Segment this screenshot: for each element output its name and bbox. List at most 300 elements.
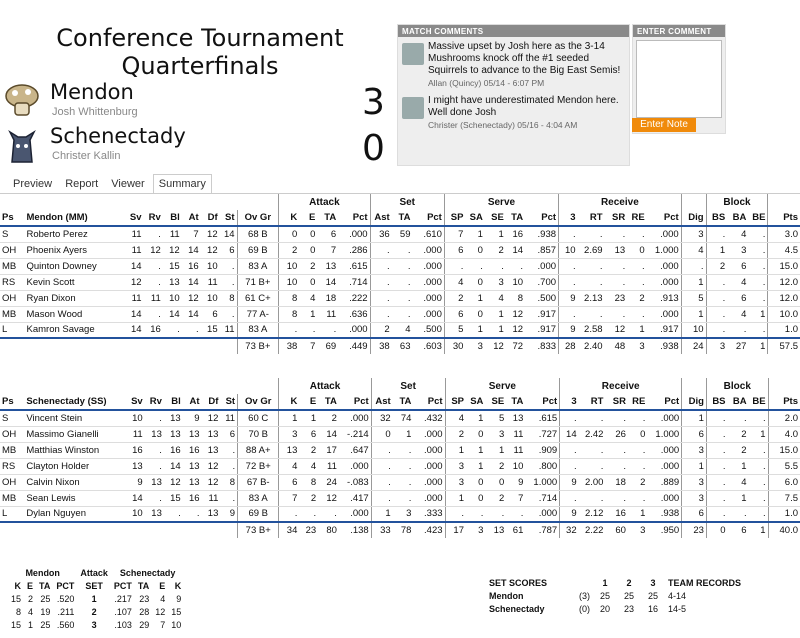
total-cell: 3 [627, 338, 646, 354]
stat-cell: 3.0 [768, 226, 800, 242]
stat-cell: 9 [559, 290, 578, 306]
player-name[interactable]: Phoenix Ayers [25, 242, 123, 258]
player-name[interactable]: Ryan Dixon [25, 290, 123, 306]
column-header[interactable]: Df [202, 394, 221, 410]
stat-cell: 1 [465, 322, 484, 338]
column-header[interactable]: Ps [0, 394, 24, 410]
stat-cell: 6 [444, 242, 465, 258]
column-header[interactable]: Rv [144, 210, 163, 226]
column-header[interactable]: At [182, 210, 201, 226]
total-cell: 17 [445, 522, 466, 538]
column-header[interactable]: K [279, 394, 300, 410]
stat-cell: . [183, 506, 202, 522]
column-header[interactable]: Pct [647, 210, 682, 226]
stat-cell: 1 [279, 410, 300, 426]
total-cell: 12 [485, 338, 506, 354]
totals-row [0, 338, 800, 354]
stat-cell: 12.0 [768, 290, 800, 306]
column-header[interactable]: BE [749, 394, 769, 410]
stat-cell: 10 [279, 274, 300, 290]
stat-cell: 1 [465, 290, 484, 306]
stat-cell: 18 [317, 290, 338, 306]
total-cell: 40.0 [768, 522, 800, 538]
column-header[interactable]: TA [317, 210, 338, 226]
stat-cell: .000 [413, 474, 445, 490]
stat-cell: 14 [123, 306, 144, 322]
stat-cell: 12 [202, 410, 221, 426]
stat-cell: . [605, 458, 628, 474]
stat-cell: . [466, 506, 485, 522]
stat-cell: 3 [485, 274, 506, 290]
column-header[interactable]: BE [748, 210, 768, 226]
column-header[interactable]: 3 [559, 210, 578, 226]
stat-cell: . [144, 226, 163, 242]
enter-comment-header: ENTER COMMENT [633, 25, 725, 37]
stat-cell: 14 [182, 242, 201, 258]
stat-cell: . [706, 506, 727, 522]
attack-by-set-title-row [8, 566, 184, 579]
stat-cell: 3 [682, 442, 707, 458]
stat-cell: 2 [728, 442, 749, 458]
column-header[interactable]: Mendon (MM) [25, 210, 123, 226]
stat-cell: 2 [485, 458, 506, 474]
table-row [0, 226, 800, 242]
stat-cell: 5 [485, 410, 506, 426]
stat-cell: 15.0 [768, 442, 800, 458]
stat-cell: .286 [338, 242, 370, 258]
stat-cell: 83 A [237, 322, 279, 338]
stat-cell: 12 [318, 490, 339, 506]
stat-cell: 10 [279, 258, 300, 274]
stat-cell: . [392, 306, 413, 322]
comment-textarea[interactable] [636, 40, 722, 118]
total-cell: .938 [647, 338, 682, 354]
stat-cell: 1 [628, 506, 647, 522]
stat-cell: . [163, 322, 182, 338]
stat-cell: 68 B [237, 226, 279, 242]
stat-cell: 13 [279, 442, 300, 458]
stat-cell: 15 [201, 322, 220, 338]
stat-cell: . [182, 322, 201, 338]
column-header: TA [137, 580, 150, 591]
total-cell: 0 [706, 522, 727, 538]
stat-cell: 3 [279, 426, 300, 442]
column-header[interactable]: Pct [525, 210, 558, 226]
stat-cell: 1 [485, 322, 506, 338]
column-header[interactable]: 3 [560, 394, 579, 410]
attack-mid-label: Attack [80, 567, 108, 578]
stat-cell: . [628, 490, 647, 506]
stat-cell: 1 [485, 306, 506, 322]
stat-cell: 1 [728, 490, 749, 506]
stat-cell: . [220, 306, 237, 322]
column-header[interactable]: Pct [338, 210, 370, 226]
column-header[interactable]: TA [318, 394, 339, 410]
table-row [0, 306, 800, 322]
stat-cell: 6 [220, 242, 237, 258]
stat-cell: 13 [164, 426, 183, 442]
stat-cell: .938 [647, 506, 681, 522]
column-header[interactable]: BA [728, 394, 749, 410]
column-header[interactable]: Ast [370, 210, 392, 226]
player-name[interactable]: Matthias Winston [24, 442, 124, 458]
stat-cell: 14 [220, 226, 237, 242]
column-header[interactable]: Dig [682, 394, 707, 410]
attack-by-set-table [8, 566, 184, 631]
stat-cell: .500 [525, 290, 558, 306]
stat-cell: . [728, 506, 749, 522]
player-name[interactable]: Sean Lewis [24, 490, 124, 506]
stat-cell: 9 [124, 474, 145, 490]
stat-cell: 11 [123, 290, 144, 306]
column-header[interactable]: BS [706, 394, 727, 410]
table-row [0, 442, 800, 458]
stat-cell: 0 [465, 274, 484, 290]
tab-summary[interactable]: Summary [153, 174, 212, 194]
stat-cell: 1 [485, 226, 506, 242]
player-name[interactable]: Dylan Nguyen [24, 506, 124, 522]
stat-cell: . [579, 490, 606, 506]
total-cell: 69 [317, 338, 338, 354]
stat-cell: .000 [412, 306, 444, 322]
column-header: 1 [602, 577, 608, 588]
stat-cell: . [445, 506, 466, 522]
stat-cell: 16 [144, 322, 163, 338]
column-header[interactable]: E [299, 394, 318, 410]
stat-cell: .857 [525, 242, 558, 258]
stat-cell: .800 [525, 458, 559, 474]
stat-cell: 14 [182, 306, 201, 322]
column-header[interactable]: Ps [0, 210, 25, 226]
column-header[interactable]: Sv [123, 210, 144, 226]
stat-cell: 12 [164, 474, 183, 490]
column-header[interactable]: St [220, 394, 237, 410]
stat-cell: 2 [627, 290, 646, 306]
stat-cell: 2 [485, 242, 506, 258]
stat-cell: 1 [466, 442, 485, 458]
total-cell: 78 [393, 522, 414, 538]
stat-cell: . [706, 226, 727, 242]
stat-cell: 10 [506, 274, 525, 290]
tab-viewer[interactable]: Viewer [111, 178, 145, 190]
stat-cell: 10 [163, 290, 182, 306]
stat-cell: .714 [338, 274, 370, 290]
column-header[interactable]: SE [485, 210, 506, 226]
stat-cell: 10 [201, 290, 220, 306]
stat-cell: 1 [393, 426, 414, 442]
stat-cell: . [605, 226, 628, 242]
stat-cell: 7.5 [768, 490, 800, 506]
set-score: 25 [599, 590, 610, 601]
player-name[interactable]: Clayton Holder [24, 458, 124, 474]
player-name[interactable]: Vincent Stein [24, 410, 124, 426]
stat-cell: 11 [220, 322, 237, 338]
stat-cell: . [605, 442, 628, 458]
mushroom-logo-icon [4, 82, 40, 118]
column-header[interactable]: Pts [768, 210, 800, 226]
stat-cell: .000 [412, 290, 444, 306]
stat-cell: .000 [412, 242, 444, 258]
player-name[interactable]: Kevin Scott [25, 274, 123, 290]
stat-cell: . [749, 490, 769, 506]
stat-cell: 13 [183, 426, 202, 442]
stat-cell: 2.12 [579, 506, 606, 522]
stat-cell: 14 [124, 490, 145, 506]
stat-cell: 2.42 [579, 426, 606, 442]
stat-cell: 2 [445, 426, 466, 442]
stat-cell: 36 [370, 226, 392, 242]
stat-cell: 0 [466, 474, 485, 490]
stat-cell: . [605, 490, 628, 506]
column-header[interactable]: SR [605, 394, 628, 410]
stat-cell: 3 [682, 474, 707, 490]
enter-note-button[interactable]: Enter Note [632, 118, 696, 132]
column-header[interactable]: Bl [164, 394, 183, 410]
stat-cell: -.214 [339, 426, 371, 442]
stat-cell: 77 A- [237, 306, 279, 322]
stat-cell: 4 [392, 322, 413, 338]
total-cell: 57.5 [768, 338, 800, 354]
stat-cell: 4 [299, 458, 318, 474]
column-header[interactable]: Ast [371, 394, 393, 410]
stat-cell: . [628, 442, 647, 458]
team-name: Mendon [489, 590, 524, 601]
column-header[interactable]: TA [393, 394, 414, 410]
total-cell: 63 [392, 338, 413, 354]
column-header[interactable]: Ov Gr [237, 210, 279, 226]
stat-cell: 9 [560, 506, 579, 522]
stat-cell: RS [0, 274, 25, 290]
stat-cell: . [727, 322, 748, 338]
column-header[interactable]: SP [445, 394, 466, 410]
group-header-row [0, 194, 800, 210]
stat-cell: . [299, 506, 318, 522]
stat-cell: 15 [11, 619, 22, 630]
column-header[interactable]: RE [628, 394, 647, 410]
stat-cell: 16 [506, 226, 525, 242]
table-row [0, 490, 800, 506]
stat-cell: .000 [412, 258, 444, 274]
column-header[interactable]: SA [466, 394, 485, 410]
stat-cell: 12 [182, 290, 201, 306]
stat-cell: 0 [485, 474, 506, 490]
column-header[interactable]: TA [392, 210, 413, 226]
stat-cell: 10 [681, 322, 706, 338]
stat-cell: 1.0 [768, 506, 800, 522]
column-header[interactable]: Pct [412, 210, 444, 226]
total-cell: 23 [682, 522, 707, 538]
stat-cell: . [392, 242, 413, 258]
stat-cell: . [506, 506, 525, 522]
column-header[interactable]: RT [578, 210, 605, 226]
stat-cell: . [706, 442, 727, 458]
stat-cell: 1 [706, 242, 727, 258]
table-row [0, 322, 800, 338]
stat-cell: 8 [220, 474, 237, 490]
column-header[interactable]: Bl [163, 210, 182, 226]
stat-cell: . [164, 506, 183, 522]
column-header[interactable]: Df [201, 210, 220, 226]
column-header[interactable]: Pts [768, 394, 800, 410]
stat-cell: 69 B [237, 242, 279, 258]
stat-cell: .727 [525, 426, 559, 442]
column-header[interactable]: Rv [145, 394, 164, 410]
player-name[interactable]: Mason Wood [25, 306, 123, 322]
column-header[interactable]: Dig [681, 210, 706, 226]
table-row [0, 474, 800, 490]
stat-cell: .000 [647, 410, 681, 426]
stat-cell: . [605, 258, 628, 274]
player-name[interactable]: Quinton Downey [25, 258, 123, 274]
stat-cell: L [0, 322, 25, 338]
stat-cell: 4 [727, 306, 748, 322]
match-title: Conference Tournament Quarterfinals [56, 24, 344, 80]
column-header-row [0, 210, 800, 226]
stat-cell: . [370, 242, 392, 258]
column-header[interactable]: SA [465, 210, 484, 226]
stat-cell: . [370, 274, 392, 290]
stat-cell: 2.69 [578, 242, 605, 258]
column-header[interactable]: BA [727, 210, 748, 226]
column-header[interactable]: Pct [647, 394, 681, 410]
stat-cell: 6 [299, 426, 318, 442]
stat-cell: 67 B- [238, 474, 279, 490]
table-row [0, 426, 800, 442]
stat-cell: 7 [279, 490, 300, 506]
column-header[interactable]: SR [605, 210, 628, 226]
column-header[interactable]: TA [506, 210, 525, 226]
column-header[interactable]: Schenectady (SS) [24, 394, 124, 410]
tab-report[interactable]: Report [65, 178, 99, 190]
column-header[interactable]: RT [579, 394, 606, 410]
column-header: E [159, 580, 166, 591]
player-name[interactable]: Kamron Savage [25, 322, 123, 338]
stat-cell: 10.0 [768, 306, 800, 322]
column-header[interactable]: BS [706, 210, 727, 226]
column-header[interactable]: St [220, 210, 237, 226]
stat-cell: 2 [279, 242, 300, 258]
stat-cell: .000 [413, 458, 445, 474]
stat-cell: 15 [171, 606, 182, 617]
stat-cell: . [560, 442, 579, 458]
stat-cell: .107 [114, 606, 132, 617]
stat-cell: 15 [164, 490, 183, 506]
stat-cell: .000 [525, 506, 559, 522]
stat-cell: 74 [393, 410, 414, 426]
stat-cell: . [605, 306, 628, 322]
stat-cell: .000 [647, 442, 681, 458]
group-header-row [0, 378, 800, 394]
group-attack: Attack [279, 378, 371, 394]
stat-cell: 11 [506, 442, 525, 458]
stat-cell: 10 [124, 410, 145, 426]
stat-cell: . [317, 322, 338, 338]
column-header[interactable]: TA [506, 394, 525, 410]
stat-cell: 60 C [238, 410, 279, 426]
stat-cell: 26 [605, 426, 628, 442]
stat-cell: .103 [114, 619, 132, 630]
stat-cell: .615 [525, 410, 559, 426]
total-cell: 2.40 [578, 338, 605, 354]
comment-text: I might have underestimated Mendon here. Well done Josh [428, 95, 619, 118]
stat-cell: 0 [465, 306, 484, 322]
stat-cell: 1 [445, 442, 466, 458]
stat-cell: 2.0 [768, 410, 800, 426]
total-cell: 30 [444, 338, 465, 354]
column-header[interactable]: Pct [413, 394, 445, 410]
stat-cell: 6 [317, 226, 338, 242]
stat-cell: . [144, 274, 163, 290]
stat-cell: 2 [628, 474, 647, 490]
column-header[interactable]: E [299, 210, 317, 226]
stat-cell: 1 [371, 506, 393, 522]
stat-cell: S [0, 226, 25, 242]
total-cell: 27 [727, 338, 748, 354]
stat-cell: . [681, 258, 706, 274]
table-row [8, 592, 184, 605]
stat-cell: MB [0, 306, 25, 322]
group-set: Set [371, 378, 445, 394]
stat-cell: . [728, 410, 749, 426]
stat-cell: . [220, 274, 237, 290]
stat-cell: 4 [444, 274, 465, 290]
stat-cell: 2 [28, 593, 34, 604]
stat-cell: 13 [605, 242, 628, 258]
column-header[interactable]: RE [627, 210, 646, 226]
column-header: K [174, 580, 182, 591]
sets-won: (0) [579, 603, 590, 614]
stat-cell: 11 [124, 426, 145, 442]
stat-cell: 6 [727, 290, 748, 306]
total-cell: 3 [465, 338, 484, 354]
column-header-row [0, 394, 800, 410]
stat-cell: 13 [317, 258, 338, 274]
table-row [0, 242, 800, 258]
column-header[interactable]: Sv [124, 394, 145, 410]
stat-cell: . [579, 410, 606, 426]
total-cell: 80 [318, 522, 339, 538]
total-cell: 32 [560, 522, 579, 538]
player-name[interactable]: Massimo Gianelli [24, 426, 124, 442]
comment-text: Massive upset by Josh here as the 3-14 Mushrooms knock off the #1 seeded Squirrels to advance to the Big East Semis! [428, 41, 621, 76]
stat-cell: . [145, 458, 164, 474]
column-header[interactable]: Pct [525, 394, 559, 410]
player-name[interactable]: Calvin Nixon [24, 474, 124, 490]
column-header: E [27, 580, 34, 591]
table-row [0, 258, 800, 274]
stat-cell: . [145, 490, 164, 506]
stat-cell: .647 [339, 442, 371, 458]
column-header[interactable]: At [183, 394, 202, 410]
column-header[interactable]: Pct [339, 394, 371, 410]
stat-cell: 32 [371, 410, 393, 426]
column-header[interactable]: SP [444, 210, 465, 226]
stat-cell: . [371, 474, 393, 490]
stat-cell: . [706, 290, 727, 306]
stat-cell: . [627, 226, 646, 242]
stat-cell: 9 [559, 322, 578, 338]
stat-cell: 1 [465, 226, 484, 242]
column-header[interactable]: K [279, 210, 300, 226]
stat-cell: . [559, 306, 578, 322]
stat-cell: 2 [299, 490, 318, 506]
player-name[interactable]: Roberto Perez [25, 226, 123, 242]
total-cell: 13 [485, 522, 506, 538]
column-header[interactable]: Ov Gr [238, 394, 279, 410]
stat-cell: .917 [525, 306, 558, 322]
tab-preview[interactable]: Preview [13, 178, 53, 190]
column-header[interactable]: SE [485, 394, 506, 410]
